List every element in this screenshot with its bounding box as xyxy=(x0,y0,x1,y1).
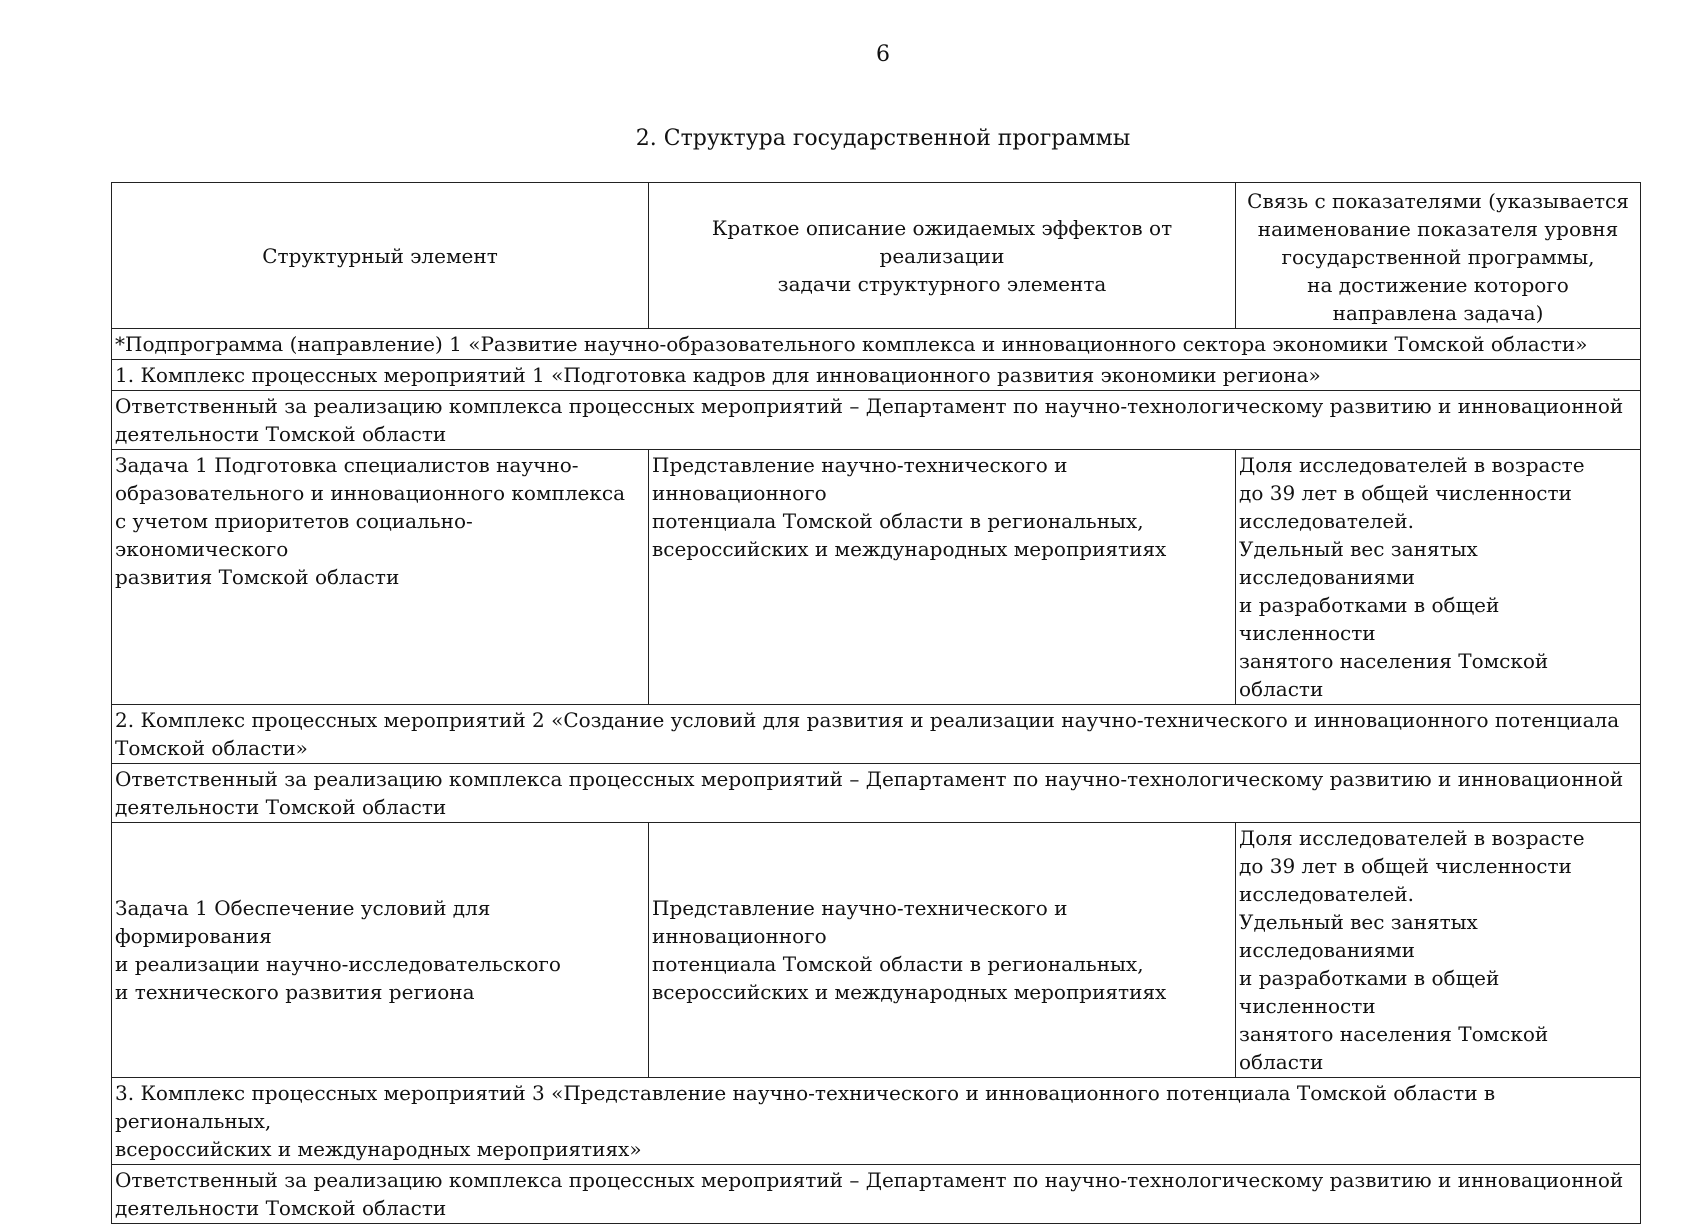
task-row xyxy=(112,450,1641,705)
complex-responsible-3: Ответственный за реализацию комплекса процессных мероприятий – Департамент по научно-технологическому развитию и инновационной деятельности Томской области xyxy=(112,1165,1641,1224)
table-row xyxy=(112,1165,1641,1224)
header-indicator-link: Связь с показателями (указывается наименование показателя уровня государственной программы, на достижение которого направлена задача) xyxy=(1236,183,1641,329)
task-effect: Представление научно-технического и инновационного потенциала Томской области в региональных, всероссийских и международных мероприятиях xyxy=(649,450,1236,705)
header-expected-effects: Краткое описание ожидаемых эффектов от реализации задачи структурного элемента xyxy=(649,183,1236,329)
table-header-row xyxy=(112,183,1641,329)
task-effect: Представление научно-технического и инновационного потенциала Томской области в региональных, всероссийских и международных мероприятиях xyxy=(649,823,1236,1078)
complex-title-2: 2. Комплекс процессных мероприятий 2 «Создание условий для развития и реализации научно-технического и инновационного потенциала Томской области» xyxy=(112,705,1641,764)
task-indicator: Доля исследователей в возрасте до 39 лет в общей численности исследователей. Удельный вес занятых исследованиями и разработками в общей численности занятого населения Томской области xyxy=(1236,823,1641,1078)
complex-title-1: 1. Комплекс процессных мероприятий 1 «Подготовка кадров для инновационного развития экономики региона» xyxy=(112,360,1641,391)
header-structural-element: Структурный элемент xyxy=(112,183,649,329)
program-structure-table xyxy=(111,182,1641,1224)
table-row xyxy=(112,360,1641,391)
table-row xyxy=(112,1078,1641,1165)
table-row xyxy=(112,705,1641,764)
table-row xyxy=(112,764,1641,823)
task-element: Задача 1 Обеспечение условий для формирования и реализации научно-исследовательского и технического развития региона xyxy=(112,823,649,1078)
complex-responsible-1: Ответственный за реализацию комплекса процессных мероприятий – Департамент по научно-технологическому развитию и инновационной деятельности Томской области xyxy=(112,391,1641,450)
section-title: 2. Структура государственной программы xyxy=(635,126,1131,151)
table-row xyxy=(112,391,1641,450)
complex-responsible-2: Ответственный за реализацию комплекса процессных мероприятий – Департамент по научно-технологическому развитию и инновационной деятельности Томской области xyxy=(112,764,1641,823)
table-row xyxy=(112,329,1641,360)
page-number: 6 xyxy=(876,42,890,67)
complex-title-3: 3. Комплекс процессных мероприятий 3 «Представление научно-технического и инновационного потенциала Томской области в региональных, всероссийских и международных мероприятиях» xyxy=(112,1078,1641,1165)
task-element: Задача 1 Подготовка специалистов научно- образовательного и инновационного комплекса с учетом приоритетов социально-экономического развития Томской области xyxy=(112,450,649,705)
task-indicator: Доля исследователей в возрасте до 39 лет в общей численности исследователей. Удельный вес занятых исследованиями и разработками в общей численности занятого населения Томской области xyxy=(1236,450,1641,705)
subprogram-title: *Подпрограмма (направление) 1 «Развитие научно-образовательного комплекса и инновационного сектора экономики Томской области» xyxy=(112,329,1641,360)
task-row xyxy=(112,823,1641,1078)
